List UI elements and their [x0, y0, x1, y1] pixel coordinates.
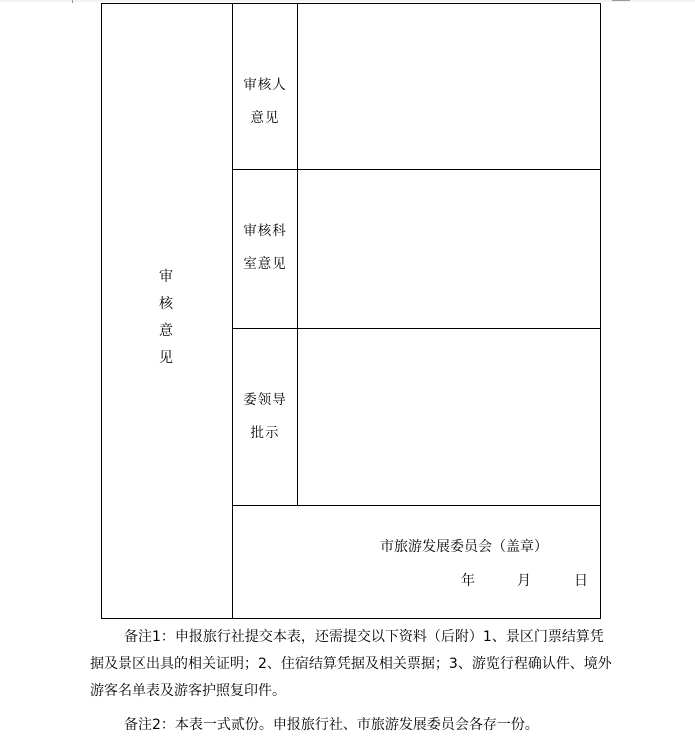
seal-organization: 市旅游发展委员会（盖章） [380, 539, 548, 555]
row-label-line: 委领导 [243, 392, 287, 408]
date-day: 日 [574, 573, 588, 589]
main-label-char: 核 [159, 296, 173, 312]
committee-leader-approval-field[interactable] [298, 329, 600, 505]
reviewer-opinion-field[interactable] [298, 4, 600, 169]
crop-mark-right [612, 0, 630, 1]
main-label-char: 意 [159, 323, 173, 339]
review-department-opinion-field[interactable] [298, 170, 600, 328]
committee-leader-approval-label [233, 387, 297, 447]
date-year: 年 [461, 573, 475, 589]
note-1: 备注1：申报旅行社提交本表，还需提交以下资料（后附）1、景区门票结算凭据及景区出具的相关证明；2、住宿结算凭据及相关票据；3、游览行程确认件、境外游客名单表及游客护照复印件。 [90, 629, 612, 699]
date-month: 月 [517, 573, 531, 589]
crop-mark-left [72, 0, 73, 3]
reviewer-opinion-label [233, 72, 297, 132]
review-opinion-label [152, 264, 180, 372]
note-2: 备注2：本表一式贰份。申报旅行社、市旅游发展委员会各存一份。 [124, 717, 539, 733]
row-label-line: 审核科 [243, 223, 287, 239]
row-label-line: 批示 [250, 425, 280, 441]
row-label-line: 审核人 [243, 77, 287, 93]
row-label-line: 室意见 [243, 256, 287, 272]
row-label-line: 意见 [250, 110, 280, 126]
main-label-char: 见 [159, 350, 173, 366]
review-department-opinion-label [233, 218, 297, 278]
page-top-edge [0, 0, 695, 2]
row-divider-3 [232, 505, 601, 506]
main-label-char: 审 [159, 269, 173, 285]
